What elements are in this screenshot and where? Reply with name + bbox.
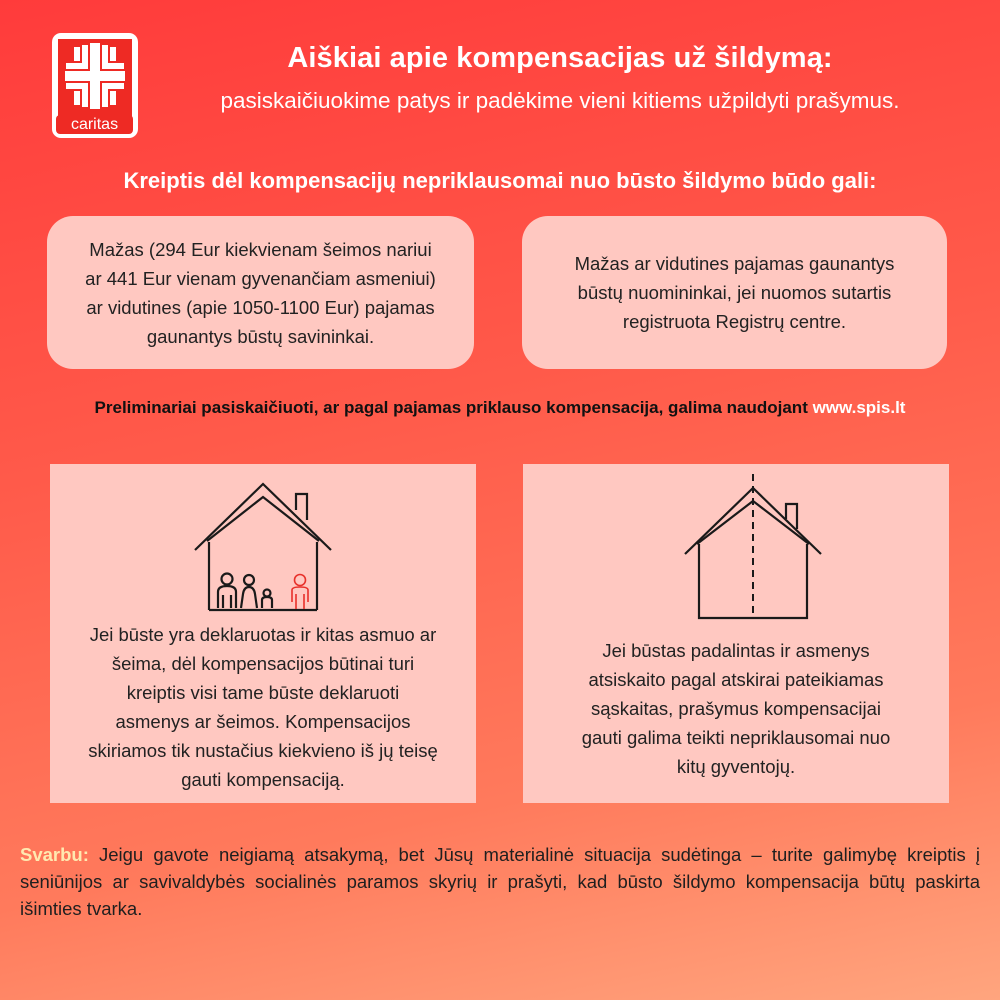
- panel-line: skiriamos tik nustačius kiekvieno iš jų teisę: [88, 740, 438, 761]
- eligibility-card-owners-text: [85, 235, 436, 351]
- eligibility-card-owners: [47, 216, 474, 369]
- panel-line: šeima, dėl kompensacijos būtinai turi: [111, 653, 415, 674]
- panel-line: gauti kompensaciją.: [181, 769, 345, 790]
- caritas-cross-icon: [52, 33, 138, 119]
- panel-line: asmenys ar šeimos. Kompensacijos: [115, 711, 411, 732]
- card-line: Mažas ar vidutines pajamas gaunantys: [574, 253, 895, 274]
- eligibility-card-tenants-text: [575, 249, 895, 336]
- logo-wordmark: caritas: [56, 115, 133, 134]
- panel-line: kreiptis visi tame būste deklaruoti: [126, 682, 400, 703]
- caritas-logo: [52, 33, 138, 138]
- important-label: Svarbu:: [20, 844, 89, 865]
- card-line: gaunantys būstų savininkai.: [146, 325, 375, 347]
- page-title: Aiškiai apie kompensacijas už šildymą:: [287, 42, 833, 74]
- card-line: registruota Registrų centre.: [622, 311, 847, 332]
- panel-line: gauti galima teikti nepriklausomai nuo: [581, 727, 891, 748]
- panel-line: Jei būstas padalintas ir asmenys: [602, 640, 870, 661]
- panel-shared-dwelling: [50, 464, 476, 803]
- panel-divided-dwelling: [523, 464, 949, 803]
- calculator-note-text: Preliminariai pasiskaičiuoti, ar pagal pajamas priklauso kompensacija, galima naudojant: [94, 398, 813, 417]
- panel-divided-dwelling-text: [523, 636, 949, 781]
- panel-line: atsiskaito pagal atskirai pateikiamas: [588, 669, 884, 690]
- divided-house-icon: [683, 474, 823, 622]
- eligibility-heading: Kreiptis dėl kompensacijų nepriklausomai nuo būsto šildymo būdo gali:: [123, 168, 877, 193]
- spis-link[interactable]: www.spis.lt: [812, 398, 906, 417]
- calculator-note: [0, 398, 1000, 418]
- panel-line: Jei būste yra deklaruotas ir kitas asmuo ar: [89, 624, 437, 645]
- card-line: Mažas (294 Eur kiekvienam šeimos nariui: [89, 238, 432, 260]
- card-line: ar vidutines (apie 1050-1100 Eur) pajamas: [86, 296, 435, 318]
- panel-line: sąskaitas, prašymus kompensacijai: [591, 698, 881, 719]
- card-line: būstų nuomininkai, jei nuomos sutartis: [577, 282, 892, 303]
- important-text: Jeigu gavote neigiamą atsakymą, bet Jūsų materialinė situacija sudėtinga – turite galimybę kreiptis į seniūnijos ar savivaldybės socialinės paramos skyrių ir prašyti, kad būsto šildymo kompensacija būtų paskirta išimties tvarka.: [20, 844, 980, 919]
- card-line: ar 441 Eur vienam gyvenančiam asmeniui): [85, 267, 436, 289]
- panel-line: kitų gyventojų.: [676, 756, 796, 777]
- page-subtitle: pasiskaičiuokime patys ir padėkime vieni kitiems užpildyti prašymus.: [220, 88, 900, 113]
- panel-shared-dwelling-text: [50, 620, 476, 794]
- eligibility-card-tenants: [522, 216, 947, 369]
- house-with-family-icon: [193, 482, 333, 614]
- important-note: [20, 841, 980, 922]
